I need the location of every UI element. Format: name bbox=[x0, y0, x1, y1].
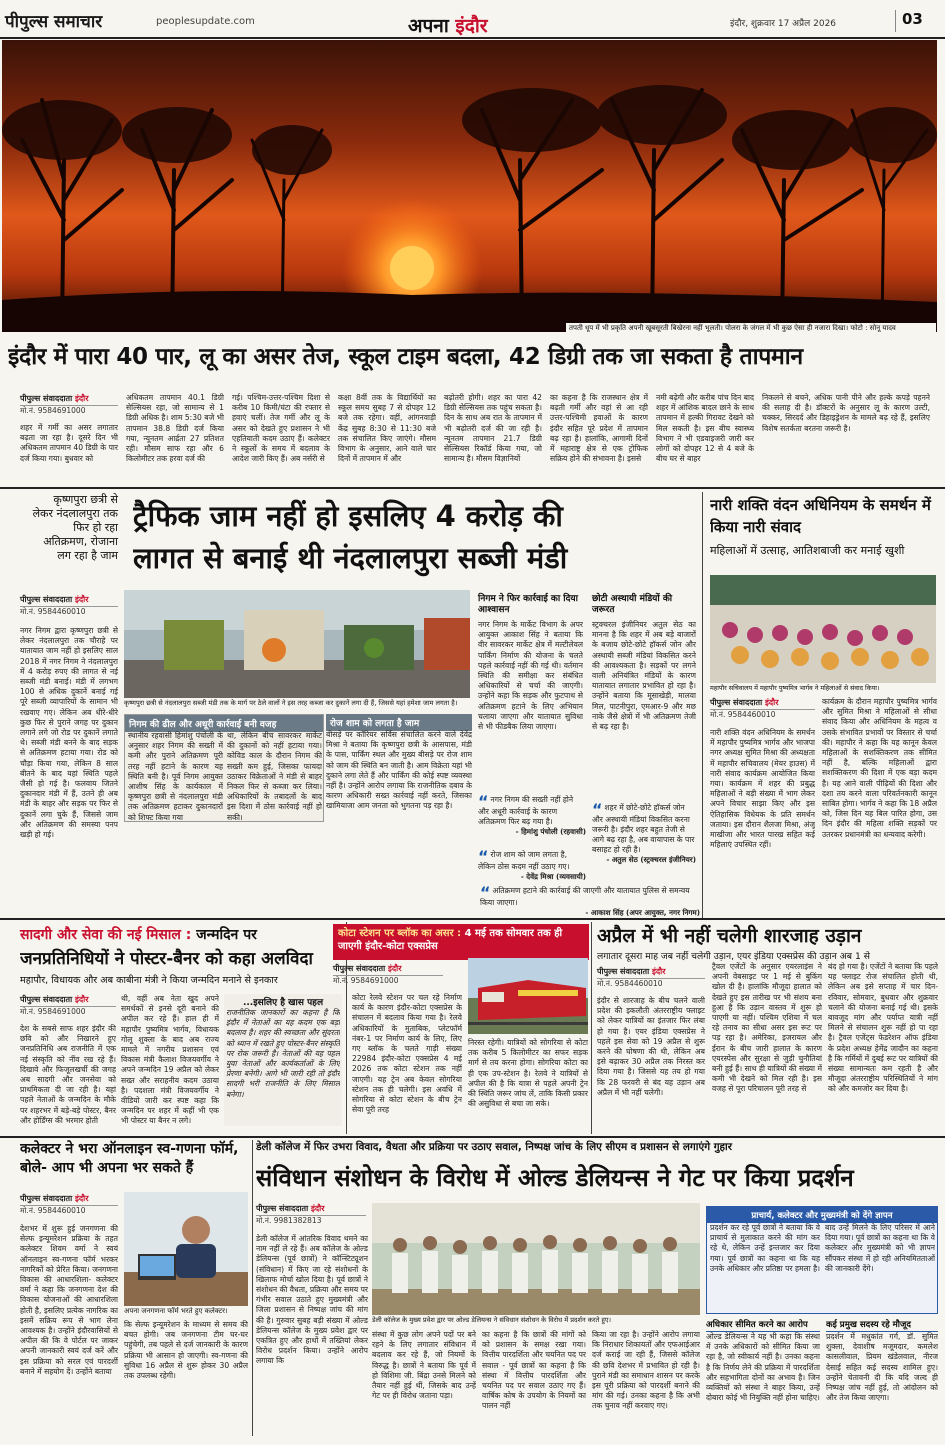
nari-col-1: नारी शक्ति वंदन अधिनियम के समर्थन में महापौर पुष्यमित्र भार्गव और भाजपा नगर अध्यक्ष सुमित मिश्रा की अध्यक्षता में महापौर सचिवालय (मेयर हाउस) में नारी संवाद कार्यक्रम आयोजित किया गया। कार्यक्रम में शहर की प्रबुद्ध महिलाओं ने बड़ी संख्या में भाग लेकर अपने विचार साझा किए और इस ऐतिहासिक विधेयक के प्रति समर्थन जताया। इस दौरान शैलजा मिश्रा, अंजू माखीजा और भारत पारख सहित कई महिलाएं उपस्थित रहीं। bbox=[710, 728, 815, 850]
section-prefix: अपना bbox=[408, 15, 449, 37]
byline-name: पीपुल्स संवाददाता bbox=[710, 698, 763, 707]
sunset-forest-photo bbox=[2, 40, 937, 332]
census-col-2: कि सेल्फ इन्यूमरेशन के माध्यम से समय की बचत होगी। जब जनगणना टीम घर-घर पहुंचेगी, तब पहले से दर्ज जानकारी के कारण प्रक्रिया भी आसान हो जाएगी। स्व-गणना की सुविधा 16 अप्रैल से शुरू होकर 30 अप्रैल तक उपलब्ध रहेगी। bbox=[124, 1320, 248, 1381]
bottom-quote bbox=[480, 883, 700, 918]
vegetable-market-photo bbox=[124, 590, 470, 698]
daly-col-4: किया जा रहा है। उन्होंने आरोप लगाया कि निराधार शिकायतों और एफआईआर दर्ज कराई जा रही हैं, जिससे कॉलेज की छवि देशभर में प्रभावित हो रही है। पुराने मंडी का समाधान शासन पर करके इस पूरी प्रक्रिया को पारदर्शी बनाने की मांग की गई। उनका कहना है कि अभी तक चुनाव नहीं करवाए गए। bbox=[592, 1330, 700, 1411]
kota-byline bbox=[333, 963, 443, 986]
col4-text: स्ट्रक्चरल इंजीनियर अतुल सेठ का मानना है कि शहर में अब बड़े बाजारों के बजाय छोटे-छोटे हॉकर्स जोन और अस्थायी सब्जी मंडियां विकसित करने की आवश्यकता है। सड़कों पर लगने वाली अनियंत्रित मंडियों के कारण यातायात लगातार प्रभावित हो रहा है। उन्होंने बताया कि मूसाखेड़ी, मालवा मिल, पाटनीपुरा, एमआर-9 और मछ नाके जैसे क्षेत्रों में भी अतिक्रमण तेजी से बढ़ रहा है। bbox=[592, 620, 696, 732]
byline-place: इंदौर bbox=[74, 394, 89, 403]
sidebar-text: राजनीतिक जानकारों का कहना है कि इंदौर में नेताओं का यह कदम एक बड़ा बदलाव है। शहर की स्वच्छता और सुंदरता को ध्यान में रखते हुए पोस्टर-बैनर संस्कृति पर रोक जरूरी है। नेताओं की यह पहल युवा नेताओं और कार्यकर्ताओं के लिए प्रेरणा बनेगी। आगे भी जारी रही तो इंदौर सादगी भरी राजनीति के लिए मिसाल बनेगा। bbox=[226, 1008, 340, 1099]
rights-title: अधिकार सीमित करने का आरोप bbox=[706, 1318, 820, 1332]
sharjah-byline bbox=[597, 966, 705, 989]
rights-text: ओल्ड डेलियन्स ने यह भी कहा कि संस्था में उनके अधिकारों को सीमित किया जा रहा है, जो स्वीकार्य नहीं है। उनका कहना है कि निर्णय लेने की प्रक्रिया में पारदर्शिता और सहभागिता दोनों का अभाव है। जिन व्यक्तियों को संस्था ने बाहर किया, उन्हें दोबारा कोई भी नियुक्ति नहीं होना चाहिए। bbox=[706, 1332, 820, 1403]
byline-mobile: मो.नं. 9981382813 bbox=[256, 1216, 322, 1225]
col3-title: निगम ने फिर कार्रवाई का दिया आश्वासन bbox=[478, 594, 578, 615]
website: peoplesupdate.com bbox=[156, 16, 255, 27]
nari-headline: नारी शक्ति वंदन अधिनियम के समर्थन में किया नारी संवाद bbox=[710, 496, 931, 536]
sharjah-col-2: ट्रैवल एजेंटों के अनुसार एयरलाइंस ने अपनी वेबसाइट पर 1 मई से बुकिंग खोल दी है। हालांकि मौजूदा हालात को देखते हुए इस तारीख पर भी संशय बना हुआ है कि उड़ान वास्तव में शुरू हो पाएगी या नहीं। पश्चिम एशिया में चल रहे तनाव का सीधा असर इस रूट पर पड़ रहा है। अमेरिका, इजरायल और ईरान के बीच जारी हालात के कारण एयरस्पेस और सुरक्षा से जुड़ी चुनौतियां बनी हुई हैं। साथ ही यात्रियों की संख्या में कमी भी देखने को मिल रही है। इस वजह से पूरा परिचालन पूरी तरह से bbox=[712, 962, 822, 1094]
byline-place: इंदौर bbox=[310, 1204, 325, 1213]
kicker-red-part: कोटा स्टेशन पर ब्लॉक का असर : bbox=[338, 928, 462, 939]
daly-col-1: डेली कॉलेज में आंतरिक विवाद थमने का नाम नहीं ले रहे हैं। अब कॉलेज के ओल्ड डेलियन्स (पूर्व छात्रों) ने कॉन्स्टिट्यूशन (संविधान) में किए जा रहे संशोधनों के खिलाफ मोर्चा खोल दिया है। पूर्व छात्रों ने संशोधन की वैधता, प्रक्रिया और समय पर गंभीर सवाल उठाते हुए मुख्यमंत्री और जिला प्रशासन से निष्पक्ष जांच की मांग की है। गुरुवार सुबह बड़ी संख्या में ओल्ड डेलियन्स कॉलेज के मुख्य प्रवेश द्वार पर एकत्रित हुए और हाथों में तख्तियां लेकर विरोध प्रदर्शन किया। उन्होंने आरोप लगाया कि bbox=[256, 1234, 368, 1366]
box1-title: निगम की ढील और अधूरी कार्रवाई बनी वजह bbox=[125, 715, 323, 732]
memorandum-text-1: प्रदर्शन कर रहे पूर्व छात्रों ने बताया कि वे प्राचार्य से मुलाकात करने की मांग कर रहे थे, लेकिन उन्हें इन्तजार कर दिया गया। पूर्व छात्रों का कहना था कि यह उनके अधिकार और प्रतिष्ठा पर हमला है। bbox=[710, 1223, 820, 1273]
column-divider bbox=[591, 922, 592, 1134]
daly-col-2: संस्था में कुछ लोग अपने पदों पर बने रहने के लिए लगातार संविधान में बदलाव कर रहे हैं, जो नियमों के विरुद्ध है। छात्रों ने बताया कि पूर्व में हो विशिमा जी. बिंद्रा उनसे मिलने को तैयार नहीं हुई थीं, जिसके बाद उन्हें गेट पर ही विरोध जताना पड़ा। bbox=[372, 1330, 476, 1401]
members-text: प्रदर्शन में मधुकांत गर्ग, डॉ. सुमित शुक्ला, देवाशीष मजूमदार, कमलेश कासलीवाल, प्रियम खंडेलवाल, नीरज देसाई सहित कई सदस्य शामिल हुए। उन्होंने चेतावनी दी कि यदि जल्द ही निष्पक्ष जांच नहीं हुई, तो आंदोलन को और तेज किया जाएगा। bbox=[826, 1332, 938, 1403]
nari-photo-caption: महापौर सचिवालय में महापौर पुष्यमित्र भार्गव ने महिलाओं से संवाद किया। bbox=[710, 684, 936, 693]
byline-name: पीपुल्स संवाददाता bbox=[597, 967, 650, 976]
nari-samvad-photo bbox=[710, 575, 936, 683]
daly-headline: संविधान संशोधन के विरोध में ओल्ड डेलियन्स ने गेट पर किया प्रदर्शन bbox=[256, 1164, 854, 1192]
sharjah-subhead: लगातार दूसरा माह जब नहीं चलेगी उड़ान, एयर इंडिया एक्सप्रेस की उड़ान अब 1 से bbox=[597, 951, 870, 962]
traffic-byline bbox=[20, 594, 118, 617]
collector-photo bbox=[124, 1192, 248, 1306]
kicker-white-part: 4 मई तक सोमवार तक ही जाएगी इंदौर-कोटा एक्सप्रेस bbox=[338, 928, 563, 952]
byline-mobile: मो.नं. 9584460010 bbox=[710, 710, 776, 719]
box1-text-1: स्थानीय रहवासी हिमांशु पंचोली के अनुसार शहर निगम की सख्ती में कमी और पुराने अतिक्रमण पूरी तरह नहीं हटाने के कारण यह स्थिति बनी है। पूर्व निगम आयुक्त आशीष सिंह के कार्यकाल में कृष्णपुरा छत्री से नंदलालपुरा मंडी तक अतिक्रमण हटाकर दुकानदारों को शिफ्ट किया गया bbox=[128, 731, 223, 821]
birthday-col-1: देश के सबसे साफ शहर इंदौर की छवि को और निखारने हुए जनप्रतिनिधि अब राजनीति में एक नई संस्कृति को नींव रख रहे हैं। दिखावे और फिजूलखर्ची की जगह अब सादगी और जनसेवा को प्राथमिकता दी जा रही है। यहां पहले नेताओं के जन्मदिन के मौके पर शहरभर में बड़े-बड़े पोस्टर, बैनर और होर्डिंग्स की भरमार होती bbox=[20, 1024, 116, 1125]
box2-title: रोज शाम को लगता है जाम bbox=[326, 714, 472, 731]
heat-col-1: शहर में गर्मी का असर लगातार बढ़ता जा रहा है। दूसरे दिन भी अधिकतम तापमान 40 डिग्री के पार दर्ज किया गया। बुधवार को bbox=[20, 423, 118, 463]
heat-col-3: गई। पश्चिम-उत्तर-पश्चिम दिशा से करीब 10 किमी/घंटा की रफ्तार से हवाएं चलीं। तेज गर्मी और लू के असर को देखते हुए प्रशासन ने भी एहतियाती कदम उठाए हैं। कलेक्टर ने स्कूलों के समय में बदलाव के आदेश जारी किए हैं। अब नर्सरी से bbox=[232, 393, 330, 464]
traffic-headline-line1: ट्रैफिक जाम नहीं हो इसलिए 4 करोड़ की bbox=[133, 499, 563, 533]
box2-text: बीसड़े पर कॉरियर सर्विस संचालित करने वाले देवेंद्र मिश्रा ने बताया कि कृष्णपुरा छत्री के आसपास, मंडी के पास, पार्किंग स्थल और मुख्य बीसड़े पर रोज शाम को जाम की स्थिति बन जाती है। आम विक्रेता यहां भी दुकाने लगा लेते हैं और पार्किंग की कोई स्पष्ट व्यवस्था नहीं है। उन्होंने आरोप लगाया कि राजनीतिक दबाव के कारण अधिकारी सख्त कार्रवाई नहीं करते, जिसका खामियाजा आम जनता को भुगतना पड़ रहा है। bbox=[326, 730, 472, 811]
byline-name: पीपुल्स संवाददाता bbox=[20, 1194, 73, 1203]
section-name: इंदौर bbox=[455, 15, 488, 37]
box-nigam-dheel bbox=[124, 714, 324, 822]
byline-place: इंदौर bbox=[387, 964, 402, 973]
byline-mobile: मो.नं. 9584460010 bbox=[20, 1206, 86, 1215]
traffic-headline-line2: लागत से बनाई थी नंदलालपुरा सब्जी मंडी bbox=[133, 541, 568, 575]
header-rule bbox=[0, 37, 945, 39]
byline-mobile: मो.नं. 9584460010 bbox=[597, 979, 663, 988]
section-rule-2 bbox=[0, 918, 945, 920]
birthday-subhead: महापौर, विधायक और अब काबीना मंत्री ने किया जन्मदिन मनाने से इनकार bbox=[20, 975, 278, 986]
train-illustration bbox=[468, 958, 588, 1034]
protest-illustration bbox=[372, 1203, 700, 1315]
box1-text-2: था, लेकिन बीच सावरकर मार्केट की दुकानों को नहीं हटाया गया। कोविड काल के दौरान निगम की सख्ती कम हुई, जिसका फायदा उठाकर विक्रेताओं ने मंडी से बाहर निकल फिर से कब्जा कर लिया। अधिकारियों के तबादलों के बाद इस दिशा में ठोस कार्रवाई नहीं हो सकी। bbox=[227, 731, 322, 821]
census-byline bbox=[20, 1193, 118, 1216]
memorandum-box bbox=[706, 1206, 938, 1314]
nari-byline bbox=[710, 697, 815, 720]
byline-place: इंदौर bbox=[74, 595, 89, 604]
quote-text: अतिक्रमण हटाने की कार्रवाई की जाएगी और यातायात पुलिस से समन्वय किया जाएगा। bbox=[480, 886, 690, 907]
page-number: 03 bbox=[895, 10, 925, 32]
birthday-headline-2: जनप्रतिनिधियों ने पोस्टर-बैनर को कहा अलविदा bbox=[20, 949, 313, 969]
byline-name: पीपुल्स संवाददाता bbox=[20, 995, 73, 1004]
rights-box bbox=[706, 1318, 820, 1436]
byline-name: पीपुल्स संवाददाता bbox=[256, 1204, 309, 1213]
quote-source: - आकाश सिंह (अपर आयुक्त, नगर निगम) bbox=[585, 908, 700, 917]
kota-col-1: कोटा रेलवे स्टेशन पर चल रहे निर्माण कार्य के कारण इंदौर-कोटा एक्सप्रेस के संचालन में बदलाव किया गया है। रेलवे अधिकारियों के मुताबिक, प्लेटफॉर्म नंबर-1 पर निर्माण कार्य के लिए, लिए गए ब्लॉक के चलते गाड़ी संख्या 22984 इंदौर-कोटा एक्सप्रेस 4 मई 2026 तक कोटा स्टेशन तक नहीं जाएगी। यह ट्रेन अब केवल सोगरिया स्टेशन तक ही चलेगी। इस अवधि में सोगरिया से कोटा स्टेशन के बीच ट्रेन सेवा पूरी तरह bbox=[352, 993, 462, 1115]
birthday-col-2: थी, वहीं अब नेता खुद अपने समर्थकों से इनसे दूरी बनाने की अपील कर रहे हैं। हाल ही में महापौर पुष्यमित्र भार्गव, विधायक गोलू शुक्ला के बाद अब राज्य मामले में नगरीय प्रशासन एवं विकास मंत्री कैलाश विजयवर्गीय ने अपने जन्मदिन 19 अप्रैल को लेकर सख्त और सराहनीय कदम उठाया है। पदशला मंत्री विजयवर्गीय ने वीडियो जारी कर स्पष्ट कहा कि जन्मदिन पर शहर में कहीं भी एक भी पोस्टर या बैनर न लगे। bbox=[121, 994, 219, 1126]
quote-source: - अतुल सेठ (स्ट्रक्चरल इंजीनियर) bbox=[606, 855, 696, 864]
traffic-body: नगर निगम द्वारा कृष्णपुरा छत्री से लेकर नंदलालपुरा तक चौराहे पर यातायात जाम नहीं हो इसलिए साल 2018 में नगर निगम ने नंदलालपुरा में 4 करोड़ रुपए की लागत से नई सब्जी मंडी बनाई। मंडी में लगभग 100 से अधिक दुकानें बनाई गई पूरे सब्जी व्यापारियों के सामान भी रखवाए गए। लेकिन अब धीरे-धीरे कुछ फिर से पुराने जगह पर दुकान लगाने लगे जो रोड पर दुकानें लगाते थे। सब्जी मंडी बनने के बाद सड़क से अतिक्रमण हटाया गया। रोड को चौड़ा किया गया, लेकिन 8 साल बीतने के बाद यहां स्थिति पहले जैसी हो गई है। फलवाय जितने दुकानदार मंडी में हैं, उतने ही अब मंडी के बाहर और सड़क पर फिर से दुकानें लगा चुके हैं, जिससे जाम और अतिक्रमण की समस्या पनप खड़ी हो गई। bbox=[20, 626, 118, 840]
heat-col-2: अधिकतम तापमान 40.1 डिग्री सेल्सियस रहा, जो सामान्य से 1 डिग्री अधिक है। शाम 5:30 बजे भी तापमान 38.8 डिग्री दर्ज किया गया, न्यूनतम आर्द्रता 27 प्रतिशत रही। मौसम साफ रहा और 6 किलोमीटर तक हरवा दर्ज की bbox=[126, 393, 224, 464]
census-headline: कलेक्टर ने भरा ऑनलाइन स्व-गणना फॉर्म, बोले- आप भी अपना भर सकते हैं bbox=[20, 1141, 239, 1176]
collector-photo-caption: अपना जनगणना फॉर्म भरते हुए कलेक्टर। bbox=[124, 1307, 248, 1316]
byline-name: पीपुल्स संवाददाता bbox=[20, 595, 73, 604]
section-rule-1 bbox=[0, 487, 945, 489]
box-roz-jam bbox=[326, 714, 472, 884]
market-illustration bbox=[124, 590, 470, 698]
col3-quote-2 bbox=[478, 847, 586, 882]
sharjah-col-1: इंदौर से शारजाह के बीच चलने वाली प्रदेश की इकलौती अंतरराष्ट्रीय फ्लाइट को लेकर यात्रियों का इंतजार फिर लंबा हो गया है। एयर इंडिया एक्सप्रेस ने पहले इस सेवा को 19 अप्रैल से शुरू करने की घोषणा की थी, लेकिन अब इसे बढ़ाकर 30 अप्रैल तक निरस्त कर दिया गया है। जिससे यह तय हो गया कि 28 फरवरी से बंद यह उड़ान अब अप्रैल में भी नहीं चलेगी। bbox=[597, 996, 705, 1097]
market-photo-caption: कृष्णपुरा छत्री से नंदलालपुरा सब्जी मंडी तक के मार्ग पर ठेले वालों ने इस तरह कब्जा कर दुकानें लगा दी हैं, जिससे यहां हमेशा जाम लगता है। bbox=[124, 699, 470, 708]
byline-mobile: मो.नं. 9584691000 bbox=[20, 406, 86, 415]
heat-col-7: नमी बढ़ेगी और करीब पांच दिन बाद शहर में आंशिक बादल छाने के साथ तापमान में हल्की गिरावट देखने को मिल सकती है। इस बीच स्वास्थ्य विभाग ने भी एडवाइजरी जारी कर लोगों को दोपहर 12 से 4 बजे के बीच घर से बाहर bbox=[656, 393, 754, 464]
quote-mark-icon: “ bbox=[592, 800, 603, 819]
top-photo-caption: तपती धूप में भी प्रकृति अपनी खूबसूरती बिखेरना नहीं भूलती। पोलरा के जंगल में भी कुछ ऐसा ही नजारा दिखा। फोटो : सोनू यादव bbox=[566, 323, 936, 334]
protest-photo-caption: डेली कॉलेज के मुख्य प्रवेश द्वार पर ओल्ड डेलियन्स ने संविधान संशोधन के विरोध में प्रदर्शन करते हुए। bbox=[372, 1316, 700, 1325]
heat-col-8: निकलने से बचने, अधिक पानी पीने और हल्के कपड़े पहनने की सलाह दी है। डॉक्टरों के अनुसार लू के कारण उल्टी, चक्कर, सिरदर्द और डिहाइड्रेशन के मामले बढ़ रहे हैं, इसलिए विशेष सतर्कता बरतना जरूरी है। bbox=[762, 393, 930, 433]
byline-place: इंदौर bbox=[74, 1194, 89, 1203]
byline-name: पीपुल्स संवाददाता bbox=[333, 964, 386, 973]
kota-col-2: निरस्त रहेगी। यात्रियों को सोगरिया से कोटा तक करीब 5 किलोमीटर का सफर सड़क मार्ग से तय करना होगा। सोगरिया कोटा का ही एक उप-स्टेशन है। रेलवे ने यात्रियों से अपील की है कि यात्रा से पहले अपनी ट्रेन की स्थिति जरूर जांच लें, ताकि किसी प्रकार की असुविधा से बचा जा सके। bbox=[468, 1038, 588, 1109]
quote-text: शहर में छोटे-छोटे हॉकर्स जोन और अस्थायी मंडियां विकसित करना जरूरी है। इंदौर शहर बहुत तेजी से आगे बढ़ रहा है, अब वायापास के पार बसाहट हो रही है। bbox=[592, 803, 695, 854]
kota-kicker bbox=[333, 924, 589, 960]
byline-mobile: मो.नं. 9584691000 bbox=[333, 976, 399, 985]
quote-mark-icon: “ bbox=[480, 883, 491, 902]
heat-headline: इंदौर में पारा 40 पार, लू का असर तेज, स्कूल टाइम बदला, 42 डिग्री तक जा सकता है तापमान bbox=[8, 344, 803, 370]
memorandum-title: प्राचार्य, कलेक्टर और मुख्यमंत्री को देंगे ज्ञापन bbox=[707, 1207, 937, 1223]
sharjah-col-3: बंद हो गया है। एजेंटों ने बताया कि पहले यह फ्लाइट रोज संचालित होती थी, लेकिन अब इसे सप्ताह में चार दिन-रविवार, सोमवार, बुधवार और शुक्रवार चलाने की योजना बनाई गई थी। इसके बावजूद मांग और पर्याप्त यात्री नहीं मिलने से संचालन शुरू नहीं हो पा रहा है। ट्रैवल एजेंट्स फेडरेशन ऑफ इंडिया के प्रदेश अध्यक्ष हेमेंद्र जादौन का कहना है कि गर्मियों में दुबई रूट पर यात्रियों की संख्या सामान्यतः कम रहती है और मौजूदा अंतरराष्ट्रीय परिस्थितियों ने मांग को और कमजोर कर दिया है। bbox=[828, 962, 938, 1094]
heat-col-6: का कहना है कि राजस्थान क्षेत्र में बढ़ती गर्मी और वहां से आ रही उत्तर-पश्चिमी हवाओं के कारण इंदौर सहित पूरे प्रदेश में तापमान बढ़ रहा है। हालांकि, आगामी दिनों में महाराष्ट्र क्षेत्र से एक ट्रोफिक सक्रिय होने की संभावना है। इससे bbox=[550, 393, 648, 464]
byline-mobile: मो.नं. 9584460010 bbox=[20, 607, 86, 616]
section-rule-3 bbox=[0, 1136, 945, 1138]
col3-quote-1 bbox=[478, 792, 586, 837]
col3-text: नगर निगम के मार्केट विभाग के अपर आयुक्त आकाश सिंह ने बताया कि वीर सावरकर मार्केट क्षेत्र में मल्टीलेवल पार्किंग निर्माण की योजना के चलते पहले कार्रवाई नहीं की गई थी। वर्तमान स्थिति की समीक्षा कर संबंधित अधिकारियों से चर्चा की जाएगी। उन्होंने कहा कि सड़क और फुटपाथ से अतिक्रमण हटाने के लिए अभियान चलाया जाएगा और यातायात सुविधा से भी फीडबैक लिया जाएगा। bbox=[478, 620, 583, 732]
daly-col-3: का कहना है कि छात्रों की मांगों को को प्रशासन के समक्ष रखा गया। वित्तीय पारदर्शिता और चयनित पद पर सवाल - पूर्व छात्रों का कहना है कि संस्था में वित्तीय पारदर्शिता और चयनित पद पर सवाल उठाए गए हैं। वार्षिक कोष के उपयोग के नियमों का पालन नहीं bbox=[482, 1330, 586, 1411]
daly-kicker: डेली कॉलेज में फिर उभरा विवाद, वैधता और प्रक्रिया पर उठाए सवाल, निष्पक्ष जांच के लिए सीएम व प्रशासन से लगाएंगे गुहार bbox=[256, 1141, 732, 1153]
headline-red-part: सादगी और सेवा की नई मिसाल : bbox=[20, 927, 192, 943]
audience-illustration bbox=[710, 575, 936, 683]
daly-byline bbox=[256, 1203, 366, 1226]
members-box bbox=[826, 1318, 938, 1436]
traffic-kicker: कृष्णपुरा छत्री से लेकर नंदलालपुरा तक फिर हो रहा अतिक्रमण, रोजाना लग रहा है जाम bbox=[32, 493, 118, 562]
census-col-1: देशभर में शुरू हुई जनगणना की सेल्फ इन्यूमरेशन प्रक्रिया के तहत कलेक्टर शिवम वर्मा ने स्वयं ऑनलाइन स्व-गणना फॉर्म भरकर नागरिकों को प्रेरित किया। जनगणना विकास की आधारशिला- कलेक्टर वर्मा ने कहा कि जनगणना देश की विकास योजनाओं की आधारशिला होती है, इसलिए प्रत्येक नागरिक का इसमें सक्रिय रूप से भाग लेना आवश्यक है। उन्होंने इंदौरवासियों से अपील की कि वे पोर्टल पर जाकर अपनी जानकारी स्वयं दर्ज करें और इस प्रक्रिया को सरल एवं पारदर्शी बनाने में सहयोग दें। उन्होंने बताया bbox=[20, 1224, 118, 1376]
train-photo bbox=[468, 958, 588, 1034]
quote-text: नगर निगम की सख्ती नहीं होने और अधूरी कार्रवाई के कारण अतिक्रमण फिर बढ़ गया है। bbox=[478, 795, 574, 826]
col4-quote bbox=[592, 800, 696, 865]
section-title bbox=[408, 12, 488, 38]
masthead: पीपुल्स समाचार bbox=[5, 12, 103, 32]
birthday-headline-1 bbox=[20, 924, 350, 946]
sharjah-headline: अप्रैल में भी नहीं चलेगी शारजाह उड़ान bbox=[597, 925, 862, 947]
protest-photo bbox=[372, 1203, 700, 1315]
nari-subhead: महिलाओं में उत्साह, आतिशबाजी कर मनाई खुशी bbox=[710, 544, 905, 557]
byline-name: पीपुल्स संवाददाता bbox=[20, 394, 73, 403]
quote-text: रोज शाम को जाम लगता है, लेकिन ठोस कदम नहीं उठाए गए। bbox=[478, 850, 570, 871]
heat-col-4: कक्षा 8वीं तक के विद्यार्थियों का स्कूल समय सुबह 7 से दोपहर 12 बजे तक रहेगा। वहीं, आंगनवाड़ी केंद्र सुबह 8:30 से 11:30 बजे तक संचालित किए जाएंगे। मौसम विभाग के अनुसार, आने वाले चार दिनों में तापमान में और bbox=[338, 393, 436, 464]
quote-mark-icon: “ bbox=[478, 792, 489, 811]
quote-source: - हिमांशु पंचोली (रहवासी) bbox=[515, 827, 586, 836]
memorandum-text-2: बाद उन्हें मिलने के लिए परिसर में आने दिया गया। पूर्व छात्रों का कहना था कि वे कलेक्टर और मुख्यमंत्री को भी ज्ञापन सौंपकर संस्था में हो रही अनियमितताओं की जानकारी देंगे। bbox=[825, 1223, 935, 1273]
col4-title: छोटी अस्थायी मंडियों की जरूरत bbox=[592, 594, 673, 615]
sunset-illustration bbox=[2, 40, 937, 332]
column-divider bbox=[702, 492, 703, 918]
quote-mark-icon: “ bbox=[478, 847, 489, 866]
heat-byline bbox=[20, 393, 118, 416]
nari-col-2: कार्यक्रम के दौरान महापौर पुष्यमित्र भार्गव और सुमित मिश्रा ने महिलाओं से सीधा संवाद किया और अधिनियम के महत्व व उसके संभावित प्रभावों पर विस्तार से चर्चा की। महापौर ने कहा कि यह कानून केवल महिलाओं के सशक्तिकरण तक सीमित नहीं है, बल्कि महिलाओं द्वारा सशक्तिकरण की दिशा में एक बड़ा कदम है। यह आने वाली पीढ़ियों की दिशा और दशा तय करने वाला परिवर्तनकारी कानून साबित होगा। भार्गव ने कहा कि 18 अप्रैल को, जिस दिन यह बिल पारित होगा, उस दिन इंदौर की महिला शक्ति सड़कों पर उतरकर प्रधानमंत्री का धन्यवाद करेगी। bbox=[822, 697, 937, 839]
byline-place: इंदौर bbox=[74, 995, 89, 1004]
members-title: कई प्रमुख सदस्य रहे मौजूद bbox=[826, 1318, 938, 1332]
byline-mobile: मो.नं. 9584691000 bbox=[20, 1007, 86, 1016]
byline-place: इंदौर bbox=[651, 967, 666, 976]
sidebar-title: ...इसलिए है खास पहल bbox=[242, 998, 324, 1008]
collector-illustration bbox=[124, 1192, 248, 1306]
dateline: इंदौर, शुक्रवार 17 अप्रैल 2026 bbox=[730, 19, 837, 29]
headline-black-part: जन्मदिन पर bbox=[196, 927, 257, 943]
quote-source: - देवेंद्र मिश्रा (व्यवसायी) bbox=[520, 872, 586, 881]
birthday-sidebar bbox=[224, 994, 342, 1126]
byline-place: इंदौर bbox=[764, 698, 779, 707]
birthday-byline bbox=[20, 994, 116, 1017]
column-divider bbox=[252, 1140, 253, 1436]
heat-col-5: बढ़ोतरी होगी। शहर का पारा 42 डिग्री सेल्सियस तक पहुंच सकता है। दिन के साथ अब रात के तापमान में भी बढ़ोतरी दर्ज की जा रही है। न्यूनतम तापमान 21.7 डिग्री सेल्सियस रिकॉर्ड किया गया, जो सामान्य है। मौसम विज्ञानियों bbox=[444, 393, 542, 464]
